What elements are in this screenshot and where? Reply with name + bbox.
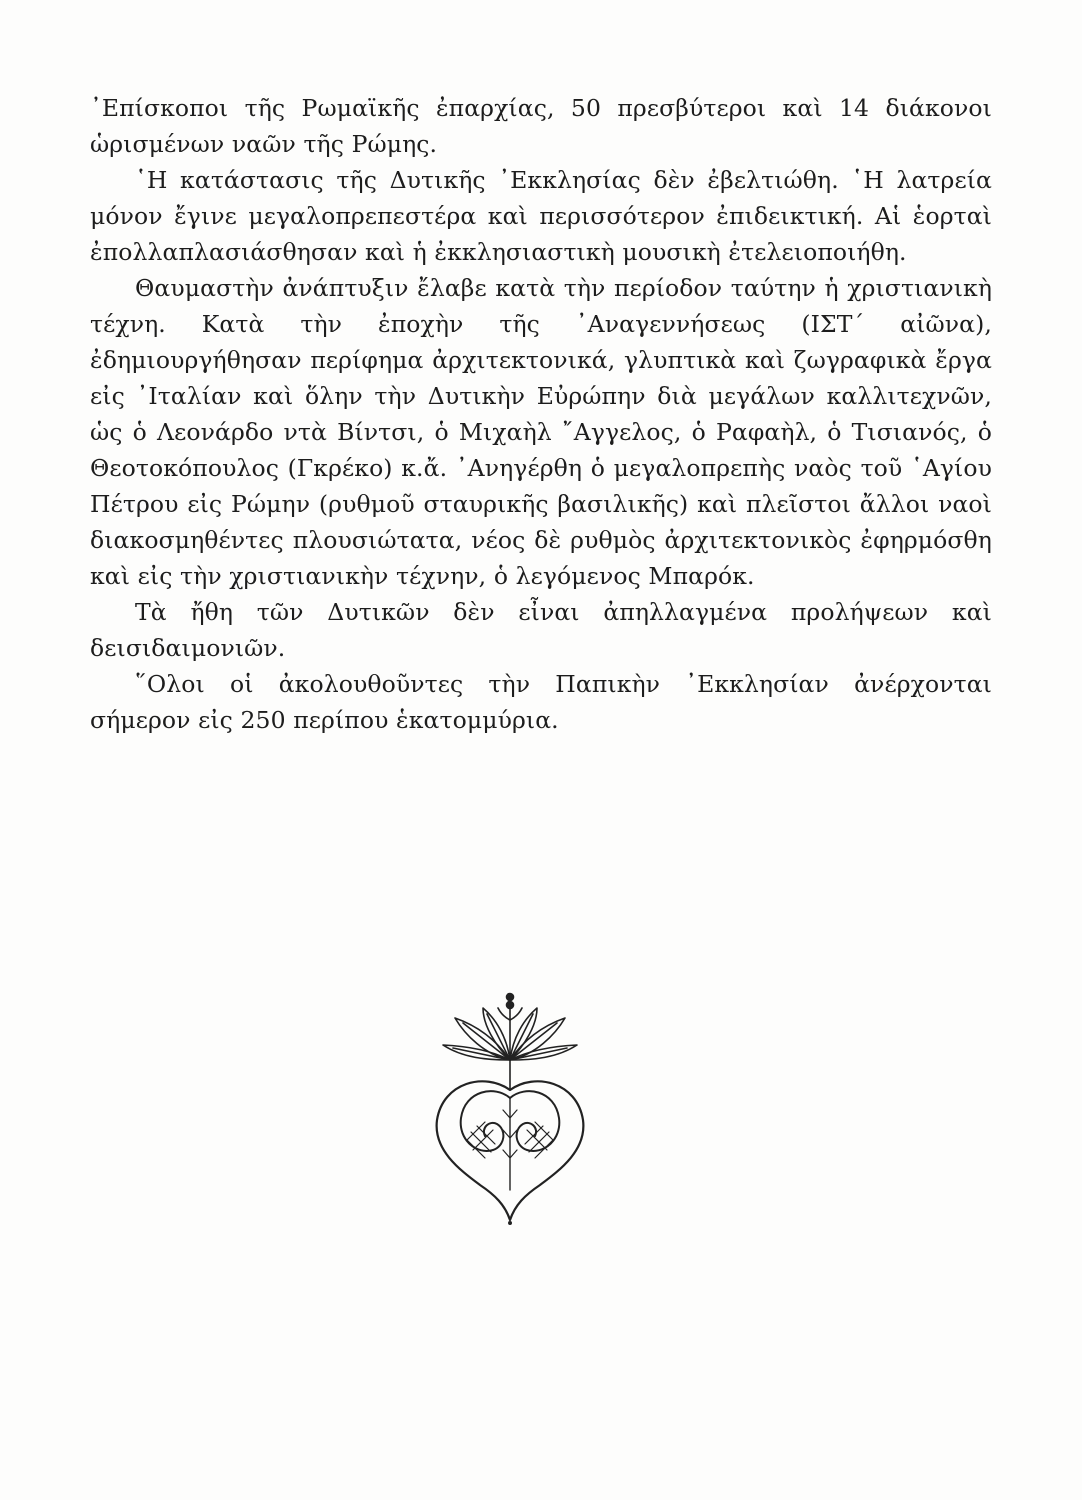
paragraph-followers-count: ῞Ολοι οἱ ἀκολουθοῦντες τὴν Παπικὴν ᾿Εκκλησίαν ἀνέρχονται σήμερον εἰς 250 περίπου ἑκατομμύρια. [90, 670, 992, 734]
paragraph-christian-art: Θαυμαστὴν ἀνάπτυξιν ἔλαβε κατὰ τὴν περίοδον ταύτην ἡ χριστιανικὴ τέχνη. Κατὰ τὴν ἐποχὴν τῆς ᾿Αναγεννήσεως (ΙΣΤ΄ αἰῶνα), ἐδημιουργήθησαν περίφημα ἀρχιτεκτονικά, γλυπτικὰ καὶ ζωγραφικὰ ἔργα εἰς ᾿Ιταλίαν καὶ ὅλην τὴν Δυτικὴν Εὐρώπην διὰ μεγάλων καλλιτεχνῶν, ὡς ὁ Λεονάρδο ντὰ Βίντσι, ὁ Μιχαὴλ ῎Αγγελος, ὁ Ραφαὴλ, ὁ Τισιανός, ὁ Θεοτοκόπουλος (Γκρέκο) κ.ἄ. ᾿Ανηγέρθη ὁ μεγαλοπρεπὴς ναὸς τοῦ ῾Αγίου Πέτρου εἰς Ρώμην (ρυθμοῦ σταυρικῆς βασιλικῆς) καὶ πλεῖστοι ἄλλοι ναοὶ διακοσμηθέντες πλουσιώτατα, νέος δὲ ρυθμὸς ἀρχιτεκτονικὸς ἐφηρμόσθη καὶ εἰς τὴν χριστιανικὴν τέχνην, ὁ λεγόμενος Μπαρόκ. [90, 274, 992, 590]
paragraph-bishops: ᾿Επίσκοποι τῆς Ρωμαϊκῆς ἐπαρχίας, 50 πρεσβύτεροι καὶ 14 διάκονοι ὡρισμένων ναῶν τῆς Ρώμης. [90, 94, 992, 158]
paragraph-superstitions: Τὰ ἤθη τῶν Δυτικῶν δὲν εἶναι ἀπηλλαγμένα προλήψεων καὶ δεισιδαιμονιῶν. [90, 598, 992, 662]
paragraph-western-church-state: ῾Η κατάστασις τῆς Δυτικῆς ᾿Εκκλησίας δὲν ἐβελτιώθη. ῾Η λατρεία μόνον ἔγινε μεγαλοπρεπεστέρα καὶ περισσότερον ἐπιδεικτική. Αἱ ἑορταὶ ἐπολλαπλασιάσθησαν καὶ ἡ ἐκκλησιαστικὴ μουσικὴ ἐτελειοποιήθη. [90, 166, 992, 266]
body-text [90, 90, 992, 738]
floral-heart-ornament-icon [425, 990, 595, 1225]
